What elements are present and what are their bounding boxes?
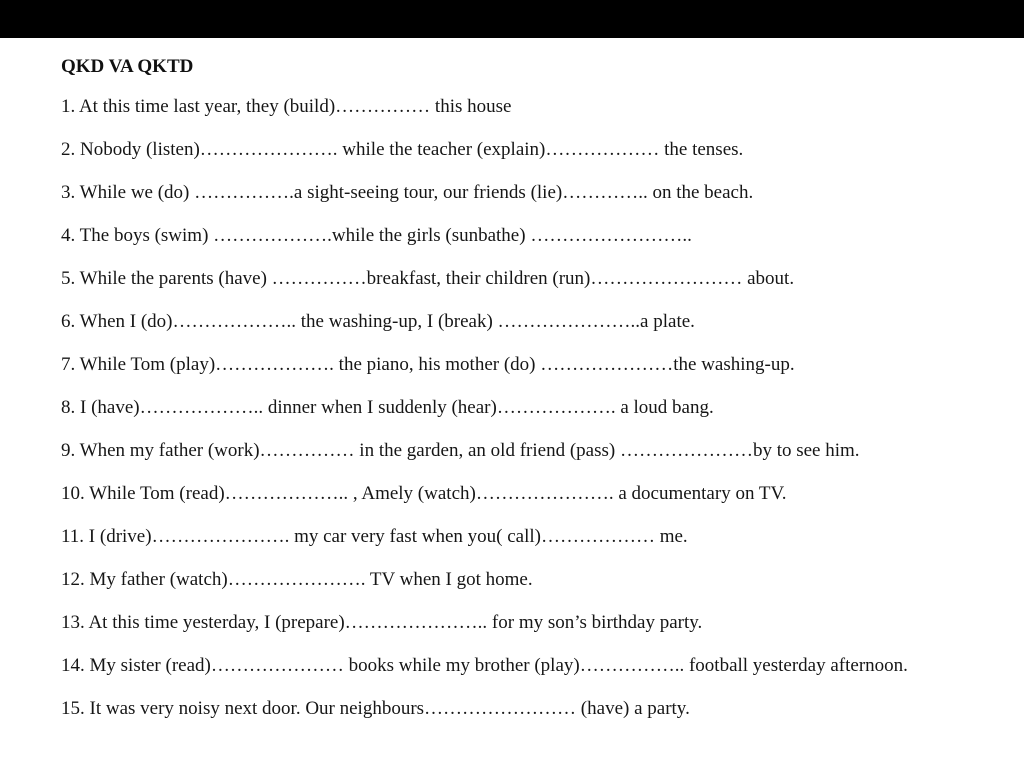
exercise-4: 4. The boys (swim) ……………….while the girls (sunbathe) …………………….. [61,225,692,246]
exercise-9: 9. When my father (work)…………… in the garden, an old friend (pass) …………………by to see him. [61,440,860,461]
exercise-5: 5. While the parents (have) ……………breakfast, their children (run)…………………… about. [61,268,795,289]
exercise-10: 10. While Tom (read)……………….. , Amely (watch)…………………. a documentary on TV. [61,483,787,504]
exercise-3: 3. While we (do) …………….a sight-seeing tour, our friends (lie)………….. on the beach. [61,182,754,203]
exercise-14: 14. My sister (read)………………… books while my brother (play)…………….. football yesterday afternoon. [61,655,908,676]
worksheet-title: QKD VA QKTD [61,56,194,77]
exercise-1: 1. At this time last year, they (build)…………… this house [61,96,512,117]
exercise-11: 11. I (drive)…………………. my car very fast when you( call)……………… me. [61,526,688,547]
exercise-list [61,95,908,740]
exercise-2: 2. Nobody (listen)…………………. while the teacher (explain)……………… the tenses. [61,139,744,160]
exercise-13: 13. At this time yesterday, I (prepare)………………….. for my son’s birthday party. [61,612,703,633]
exercise-15: 15. It was very noisy next door. Our neighbours…………………… (have) a party. [61,698,690,719]
exercise-12: 12. My father (watch)…………………. TV when I got home. [61,569,533,590]
exercise-7: 7. While Tom (play)………………. the piano, his mother (do) …………………the washing-up. [61,354,795,375]
exercise-6: 6. When I (do)……………….. the washing-up, I (break) …………………..a plate. [61,311,695,332]
exercise-8: 8. I (have)……………….. dinner when I suddenly (hear)………………. a loud bang. [61,397,714,418]
top-black-bar [0,0,1024,38]
